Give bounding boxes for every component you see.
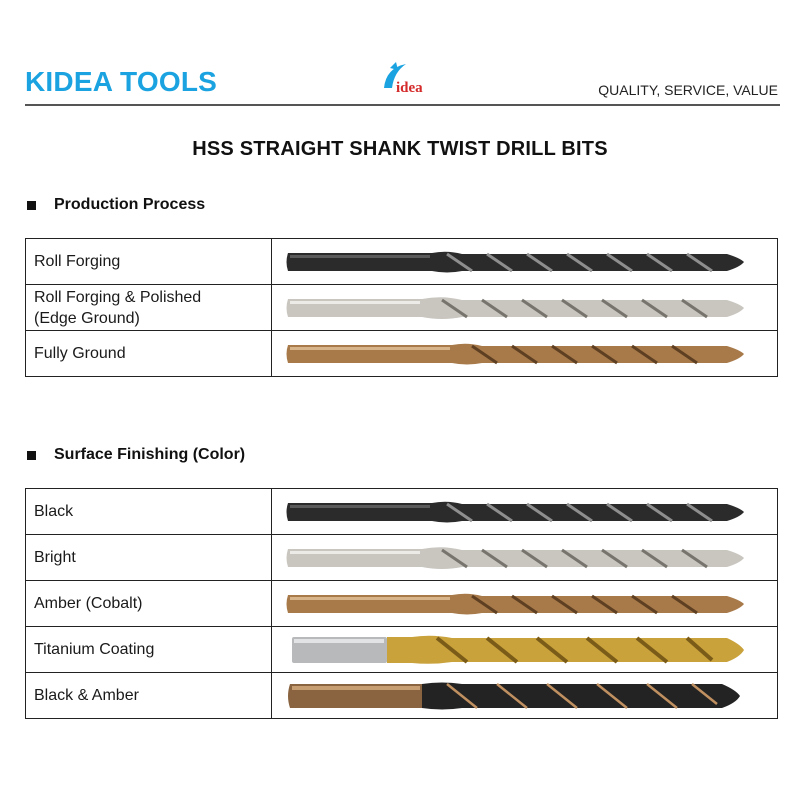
table-row xyxy=(26,239,778,285)
square-bullet-icon xyxy=(27,201,36,210)
table-row xyxy=(26,331,778,377)
drill-image-bright xyxy=(272,285,778,331)
brand-name: KIDEA TOOLS xyxy=(25,66,217,97)
drill-image-amber xyxy=(272,331,778,377)
drill-image-amber xyxy=(272,581,778,627)
page-title: HSS STRAIGHT SHANK TWIST DRILL BITS xyxy=(192,138,608,160)
drill-image-black-amber xyxy=(272,673,778,719)
row-label: Titanium Coating xyxy=(26,627,272,673)
header-divider xyxy=(25,104,780,106)
table-row xyxy=(26,627,778,673)
row-label-line: Roll Forging & Polished xyxy=(34,288,202,306)
table-row xyxy=(26,285,778,331)
section-heading-label: Production Process xyxy=(54,196,206,213)
table-row xyxy=(26,673,778,719)
row-label: Fully Ground xyxy=(26,331,272,377)
row-label xyxy=(26,285,272,331)
table-row xyxy=(26,535,778,581)
table-row xyxy=(26,489,778,535)
surface-finishing-table xyxy=(25,488,778,719)
section-heading-label: Surface Finishing (Color) xyxy=(54,446,246,463)
row-label: Bright xyxy=(26,535,272,581)
section-heading-production xyxy=(27,196,205,214)
drill-image-titanium xyxy=(272,627,778,673)
row-label: Roll Forging xyxy=(26,239,272,285)
drill-image-black xyxy=(272,239,778,285)
row-label-line: (Edge Ground) xyxy=(34,309,140,327)
row-label: Black xyxy=(26,489,272,535)
table-row xyxy=(26,581,778,627)
section-heading-surface xyxy=(27,446,245,464)
drill-image-black xyxy=(272,489,778,535)
slogan: QUALITY, SERVICE, VALUE xyxy=(598,82,778,98)
drill-image-bright xyxy=(272,535,778,581)
production-process-table xyxy=(25,238,778,377)
company-logo xyxy=(376,58,436,102)
row-label: Black & Amber xyxy=(26,673,272,719)
logo-text: idea xyxy=(396,80,423,96)
row-label: Amber (Cobalt) xyxy=(26,581,272,627)
square-bullet-icon xyxy=(27,451,36,460)
